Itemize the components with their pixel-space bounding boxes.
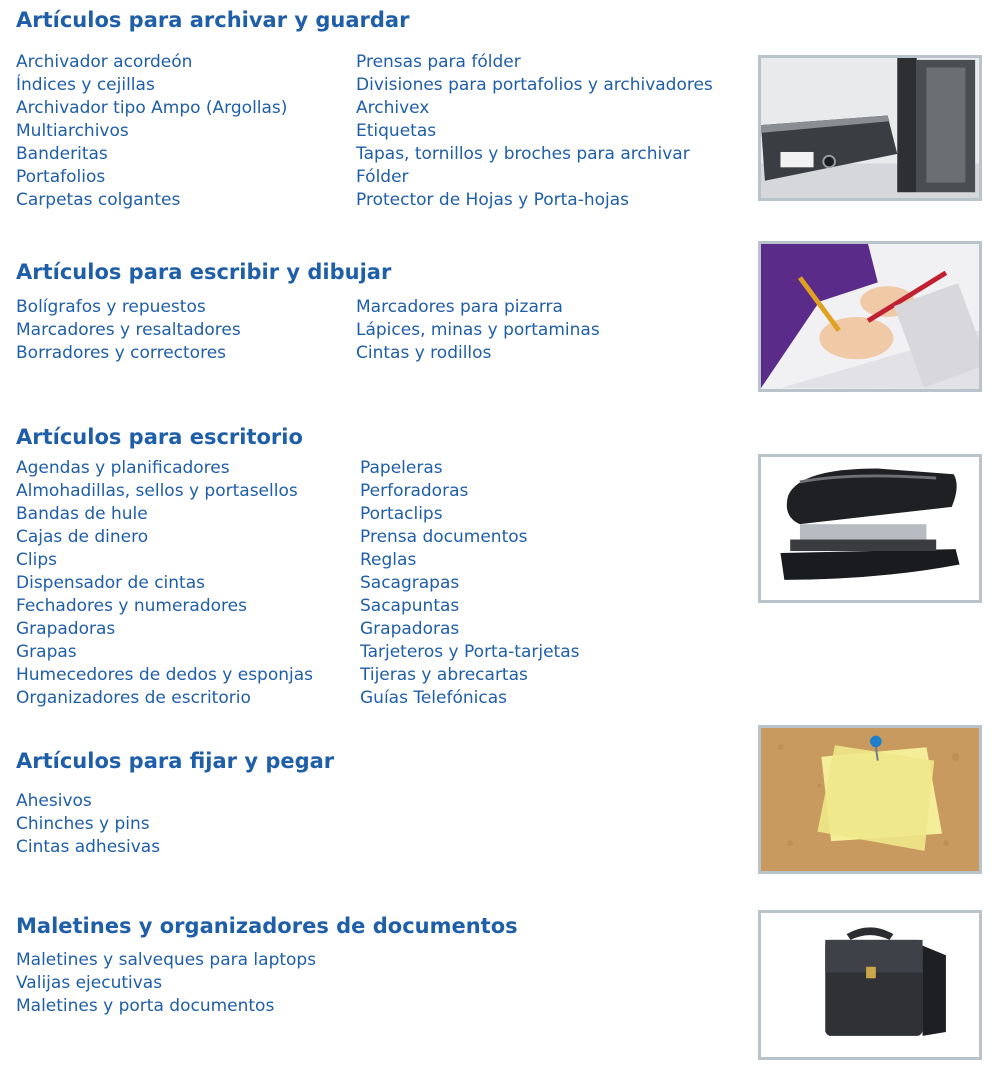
sticky-note-corkboard-photo[interactable] <box>758 725 982 874</box>
section-escribir-list-left <box>16 296 241 365</box>
category-link[interactable]: Dispensador de cintas <box>16 573 205 593</box>
category-link[interactable]: Lápices, minas y portaminas <box>356 320 600 340</box>
stapler-image <box>761 457 979 600</box>
category-link[interactable]: Marcadores para pizarra <box>356 297 563 317</box>
category-link[interactable]: Tapas, tornillos y broches para archivar <box>356 144 690 164</box>
category-link[interactable]: Bolígrafos y repuestos <box>16 297 206 317</box>
category-link[interactable]: Organizadores de escritorio <box>16 688 251 708</box>
section-archivar-list-left <box>16 51 287 212</box>
category-link[interactable]: Reglas <box>360 550 417 570</box>
category-link[interactable]: Valijas ejecutivas <box>16 973 163 993</box>
briefcase-image <box>761 913 979 1057</box>
category-link[interactable]: Papeleras <box>360 458 443 478</box>
section-title-maletines: Maletines y organizadores de documentos <box>16 914 518 938</box>
binder-photo[interactable] <box>758 55 982 201</box>
category-link[interactable]: Cintas adhesivas <box>16 837 161 857</box>
category-link[interactable]: Banderitas <box>16 144 108 164</box>
category-link[interactable]: Borradores y correctores <box>16 343 227 363</box>
category-link[interactable]: Grapadoras <box>360 619 460 639</box>
category-link[interactable]: Archivador tipo Ampo (Argollas) <box>16 98 288 118</box>
category-link[interactable]: Fólder <box>356 167 409 187</box>
category-link[interactable]: Protector de Hojas y Porta-hojas <box>356 190 630 210</box>
category-link[interactable]: Etiquetas <box>356 121 437 141</box>
category-link[interactable]: Tarjeteros y Porta-tarjetas <box>360 642 580 662</box>
section-escribir-list-right <box>356 296 600 365</box>
category-link[interactable]: Almohadillas, sellos y portasellos <box>16 481 298 501</box>
category-link[interactable]: Grapas <box>16 642 77 662</box>
category-link[interactable]: Prensa documentos <box>360 527 528 547</box>
category-link[interactable]: Archivex <box>356 98 430 118</box>
category-link[interactable]: Cajas de dinero <box>16 527 149 547</box>
category-link[interactable]: Portaclips <box>360 504 443 524</box>
category-link[interactable]: Maletines y salveques para laptops <box>16 950 317 970</box>
category-link[interactable]: Portafolios <box>16 167 106 187</box>
binder-image <box>761 58 979 198</box>
category-link[interactable]: Cintas y rodillos <box>356 343 492 363</box>
section-archivar-list-right <box>356 51 713 212</box>
section-title-archivar: Artículos para archivar y guardar <box>16 8 410 32</box>
writing-hand-photo[interactable] <box>758 241 982 392</box>
category-link[interactable]: Multiarchivos <box>16 121 129 141</box>
section-title-escritorio: Artículos para escritorio <box>16 425 303 449</box>
category-link[interactable]: Prensas para fólder <box>356 52 521 72</box>
section-escritorio-list-left <box>16 457 313 710</box>
category-link[interactable]: Clips <box>16 550 57 570</box>
category-link[interactable]: Humecedores de dedos y esponjas <box>16 665 314 685</box>
category-link[interactable]: Ahesivos <box>16 791 92 811</box>
writing-hand-image <box>761 244 979 389</box>
category-link[interactable]: Divisiones para portafolios y archivadores <box>356 75 713 95</box>
category-link[interactable]: Índices y cejillas <box>16 75 155 95</box>
category-link[interactable]: Chinches y pins <box>16 814 150 834</box>
category-link[interactable]: Bandas de hule <box>16 504 148 524</box>
category-link[interactable]: Sacapuntas <box>360 596 460 616</box>
section-maletines-list-left <box>16 949 316 1018</box>
category-link[interactable]: Archivador acordeón <box>16 52 193 72</box>
section-fijar-list-left <box>16 790 160 859</box>
briefcase-photo[interactable] <box>758 910 982 1060</box>
section-title-escribir: Artículos para escribir y dibujar <box>16 260 392 284</box>
category-link[interactable]: Marcadores y resaltadores <box>16 320 241 340</box>
category-link[interactable]: Guías Telefónicas <box>360 688 507 708</box>
section-title-fijar: Artículos para fijar y pegar <box>16 749 335 773</box>
section-escritorio-list-right <box>360 457 579 710</box>
sticky-note-image <box>761 728 979 871</box>
category-link[interactable]: Perforadoras <box>360 481 469 501</box>
category-link[interactable]: Tijeras y abrecartas <box>360 665 528 685</box>
category-link[interactable]: Agendas y planificadores <box>16 458 230 478</box>
stapler-photo[interactable] <box>758 454 982 603</box>
category-link[interactable]: Maletines y porta documentos <box>16 996 275 1016</box>
category-link[interactable]: Carpetas colgantes <box>16 190 181 210</box>
category-link[interactable]: Fechadores y numeradores <box>16 596 247 616</box>
category-link[interactable]: Sacagrapas <box>360 573 460 593</box>
category-link[interactable]: Grapadoras <box>16 619 116 639</box>
